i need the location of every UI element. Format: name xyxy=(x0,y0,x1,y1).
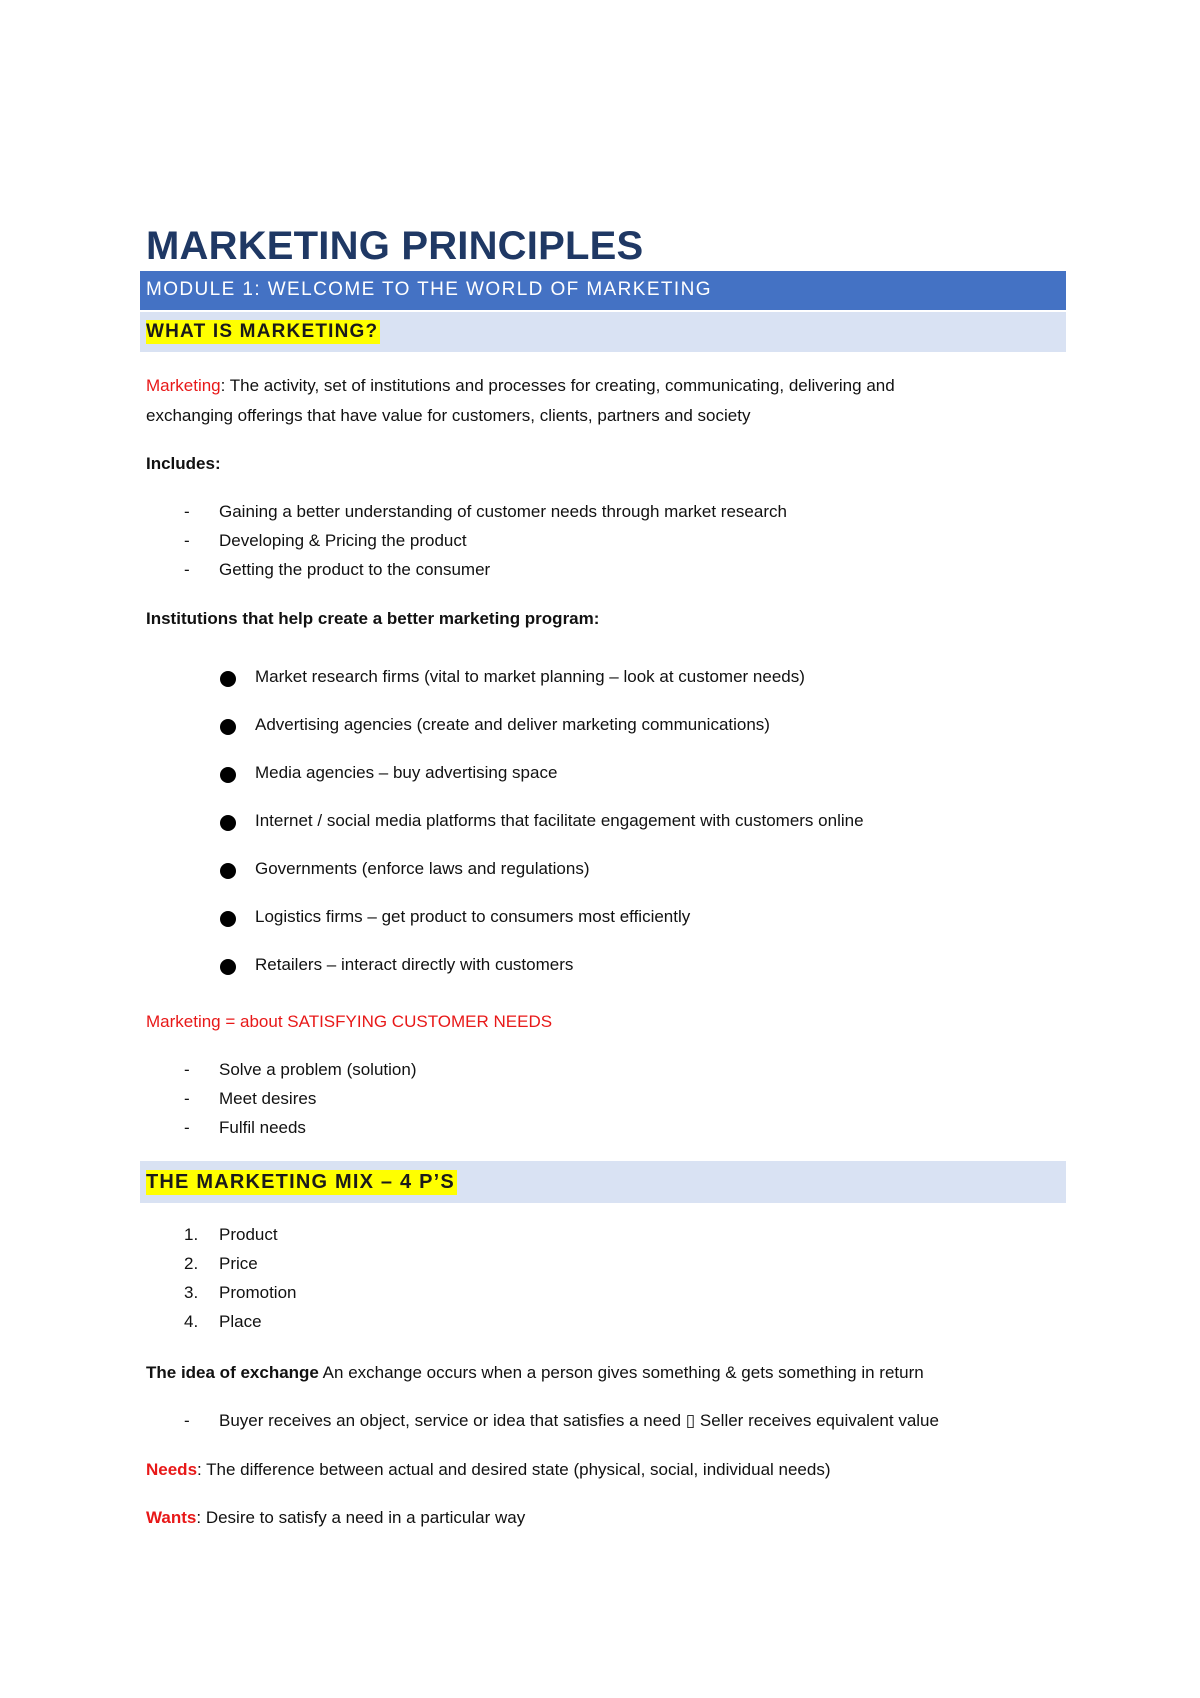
dash-bullet: - xyxy=(184,531,190,550)
dash-bullet: - xyxy=(184,1118,190,1137)
dash-bullet: - xyxy=(184,502,190,521)
definition-term: Marketing xyxy=(146,376,221,395)
module-heading: MODULE 1: WELCOME TO THE WORLD OF MARKETING xyxy=(146,279,712,300)
dash-bullet: - xyxy=(184,1411,190,1430)
section-heading-bar-marketing-mix xyxy=(140,1161,1066,1203)
bullet-dot-icon xyxy=(220,815,236,831)
exchange-text: An exchange occurs when a person gives something & gets something in return xyxy=(318,1363,924,1382)
bullet-dot-icon xyxy=(220,911,236,927)
wants-term: Wants xyxy=(146,1508,197,1527)
definition-text-1: : The activity, set of institutions and processes for creating, communicating, delivering and xyxy=(220,376,895,395)
bullet-dot-icon xyxy=(220,959,236,975)
document-page: MARKETING PRINCIPLES MODULE 1: WELCOME TO THE WORLD OF MARKETING WHAT IS MARKETING? Marketing: The activity, set of institutions and processes for creating, communicating, delivering and exchanging offerings that have value for customers, clients, partners and society Includes: - Gaining a better understanding of customer needs through market research - Developing & Pricing the product - Getting the product to the consumer Institutions that help create a better marketing program: Market research firms (vital to market planning – look at customer needs) Advertising agencies (create and deliver marketing communications) Media agencies – buy advertising space Internet / social media platforms that facilitate engagement with customers online Governments (enforce laws and regulations) Logistics firms – get product to consumers most efficiently Retailers – interact directly with customers Marketing = about SATISFYING CUSTOMER NEEDS - Solve a problem (solution) - Meet desires - Fulfil needs THE MARKETING MIX – 4 P’S 1. Product 2. Price 3. Promotion 4. Place The idea of exchange An exchange occurs when a person gives something & gets something in return - Buyer receives an object, service or idea that satisfies a need ▯ Seller receives equivalent value Needs: The difference between actual and desired state (physical, social, individual needs) Wants: Desire to satisfy a need in a particular way xyxy=(0,0,1200,1698)
marketing-definition-line-2: exchanging offerings that have value for customers, clients, partners and society xyxy=(146,406,751,425)
includes-label: Includes: xyxy=(146,454,221,473)
dash-bullet: - xyxy=(184,560,190,579)
module-heading-bar xyxy=(140,271,1066,310)
bullet-dot-icon xyxy=(220,767,236,783)
dash-bullet: - xyxy=(184,1060,190,1079)
needs-definition xyxy=(146,1455,831,1484)
dash-bullet: - xyxy=(184,1089,190,1108)
needs-statement: Marketing = about SATISFYING CUSTOMER NEEDS xyxy=(146,1012,553,1031)
section-heading-what-is-marketing: WHAT IS MARKETING? xyxy=(146,321,379,342)
wants-definition xyxy=(146,1503,525,1532)
section-heading-bar-what-is-marketing xyxy=(140,312,1066,352)
institutions-label: Institutions that help create a better marketing program: xyxy=(146,609,600,628)
bullet-dot-icon xyxy=(220,863,236,879)
document-title: MARKETING PRINCIPLES xyxy=(146,224,644,268)
marketing-definition-line-1 xyxy=(146,371,895,400)
needs-term: Needs xyxy=(146,1460,198,1479)
needs-text: : The difference between actual and desired state (physical, social, individual needs) xyxy=(197,1460,831,1479)
section-heading-marketing-mix: THE MARKETING MIX – 4 P’S xyxy=(146,1171,455,1193)
exchange-paragraph xyxy=(146,1358,924,1387)
exchange-label: The idea of exchange xyxy=(146,1363,319,1382)
bullet-dot-icon xyxy=(220,719,236,735)
wants-text: : Desire to satisfy a need in a particular way xyxy=(196,1508,526,1527)
bullet-dot-icon xyxy=(220,671,236,687)
